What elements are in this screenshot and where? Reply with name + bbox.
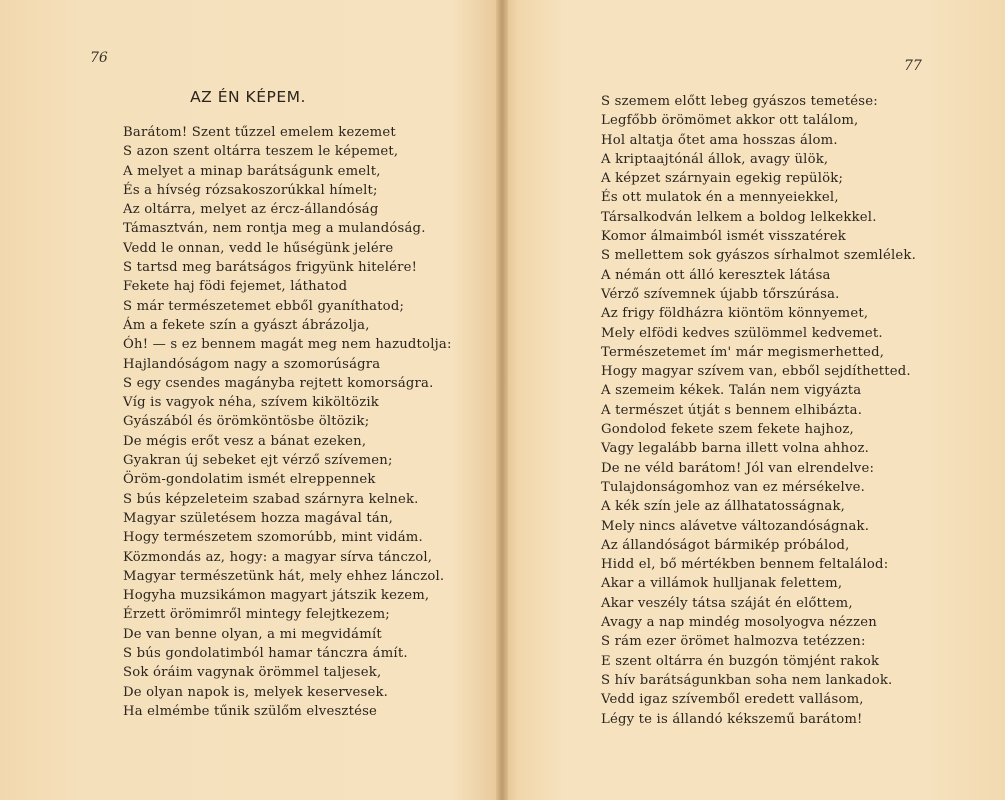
poem-line: Hogyha muzsikámon magyart játszik kezem, [123,588,430,604]
poem-line: A természet útját s bennem elhibázta. [601,402,863,418]
poem-line: Az állandóságot bármikép próbálod, [601,537,850,553]
poem-title: AZ ÉN KÉPEM. [190,88,306,106]
poem-line: E szent oltárra én buzgón tömjént rakok [601,653,880,669]
poem-line: Hogy természetem szomorúbb, mint vidám. [123,530,423,546]
poem-line: Vedd igaz szívemből eredett vallásom, [601,692,864,708]
poem-line: Közmondás az, hogy: a magyar sírva tánczol, [123,549,433,565]
poem-line: Fekete haj födi fejemet, láthatod [123,279,348,295]
poem-line: De ne véld barátom! Jól van elrendelve: [601,460,875,476]
poem-line: Legfőbb örömömet akkor ott találom, [601,113,859,129]
poem-line: Gondolod fekete szem fekete hajhoz, [601,422,854,438]
page-number-left: 76 [90,50,108,66]
poem-line: Ha elmémbe tűnik szülőm elvesztése [123,703,378,719]
poem-line: Természetemet ím' már megismerhetted, [601,344,885,360]
poem-line: Vagy legalább barna illett volna ahhoz. [601,441,870,457]
poem-line: Társalkodván lelkem a boldog lelkekkel. [601,209,877,225]
poem-line: Gyakran új sebeket ejt vérző szívemen; [123,453,393,469]
poem-line: Hajlandóságom nagy a szomorúságra [123,356,381,372]
poem-line: Támasztván, nem rontja meg a mulandóság. [123,221,426,237]
poem-line: Sok óráim vagynak örömmel taljesek, [123,665,382,681]
poem-line: Vérző szívemnek újabb tőrszúrása. [601,286,840,302]
left-page [0,0,496,800]
poem-line: S hív barátságunkban soha nem lankadok. [601,672,893,688]
poem-line: Óh! — s ez bennem magát meg nem hazudtolja: [123,337,452,353]
poem-line: A kék szín jele az állhatatosságnak, [601,499,846,515]
poem-line: De van benne olyan, a mi megvidámít [123,626,382,642]
poem-line: De mégis erőt vesz a bánat ezeken, [123,433,367,449]
poem-line: A kriptaajtónál állok, avagy ülök, [601,151,829,167]
poem-line: És a hívség rózsakoszorúkkal hímelt; [123,182,378,198]
poem-line: S szemem előtt lebeg gyászos temetése: [601,94,878,109]
poem-line: Komor álmaimból ismét visszatérek [601,229,846,245]
poem-line: Akar veszély tátsa száját én előttem, [601,595,853,611]
poem-line: És ott mulatok én a mennyeiekkel, [601,190,839,206]
poem-line: Barátom! Szent tűzzel emelem kezemet [123,125,396,140]
poem-line: A képzet szárnyain egekig repülök; [601,171,844,187]
poem-line: Akar a villámok hulljanak felettem, [601,576,843,592]
poem-line: Hidd el, bő mértékben bennem feltalálod: [601,557,889,573]
poem-line: S rám ezer örömet halmozva tetézzen: [601,634,866,650]
poem-line: S egy csendes magányba rejtett komorságra. [123,375,434,391]
poem-lines-right [601,92,916,729]
poem-line: S bús képzeleteim szabad szárnyra kelnek. [123,491,419,507]
poem-line: Hogy magyar szívem van, ebből sejdíthetted. [601,364,911,380]
poem-line: Ám a fekete szín a gyászt ábrázolja, [123,317,370,333]
poem-line: Tulajdonságomhoz van ez mérsékelve. [601,479,866,495]
poem-line: S azon szent oltárra teszem le képemet, [123,144,399,160]
poem-line: A melyet a minap barátságunk emelt, [123,163,381,179]
poem-line: Az oltárra, melyet az ércz-állandóság [123,202,379,218]
poem-line: Magyar természetünk hát, mely ehhez lánczol. [123,568,445,584]
poem-lines-left [123,123,452,721]
poem-line: Avagy a nap mindég mosolyogva nézzen [601,615,877,631]
poem-line: A némán ott álló keresztek látása [601,267,831,283]
poem-line: Mely elfödi kedves szülömmel kedvemet. [601,325,883,341]
poem-line: Az frigy földházra kiöntöm könnyemet, [601,306,869,322]
poem-line: S már természetemet ebből gyaníthatod; [123,298,405,314]
page-number-right: 77 [904,58,922,74]
poem-line: Víg is vagyok néha, szívem kiköltözik [123,395,379,411]
poem-line: S mellettem sok gyászos sírhalmot szemlélek. [601,248,916,264]
poem-line: Hol altatja őtet ama hosszas álom. [601,132,838,148]
poem-line: Érzett örömimről mintegy felejtkezem; [123,607,390,623]
poem-line: A szemeim kékek. Talán nem vigyázta [601,383,862,399]
right-page [508,0,1005,800]
poem-line: Gyászából és örömköntösbe öltözik; [123,414,370,430]
poem-line: Légy te is állandó kékszemű barátom! [601,711,863,727]
poem-line: Magyar születésem hozza magával tán, [123,510,394,526]
poem-line: S tartsd meg barátságos frigyünk hitelére! [123,260,418,276]
book-spine [496,0,508,800]
poem-line: Mely nincs alávetve változandóságnak. [601,518,870,534]
poem-line: S bús gondolatimból hamar tánczra ámít. [123,646,408,662]
poem-line: De olyan napok is, melyek keservesek. [123,684,389,700]
poem-line: Öröm-gondolatim ismét elreppennek [123,472,376,488]
poem-line: Vedd le onnan, vedd le hűségünk jelére [123,240,394,256]
